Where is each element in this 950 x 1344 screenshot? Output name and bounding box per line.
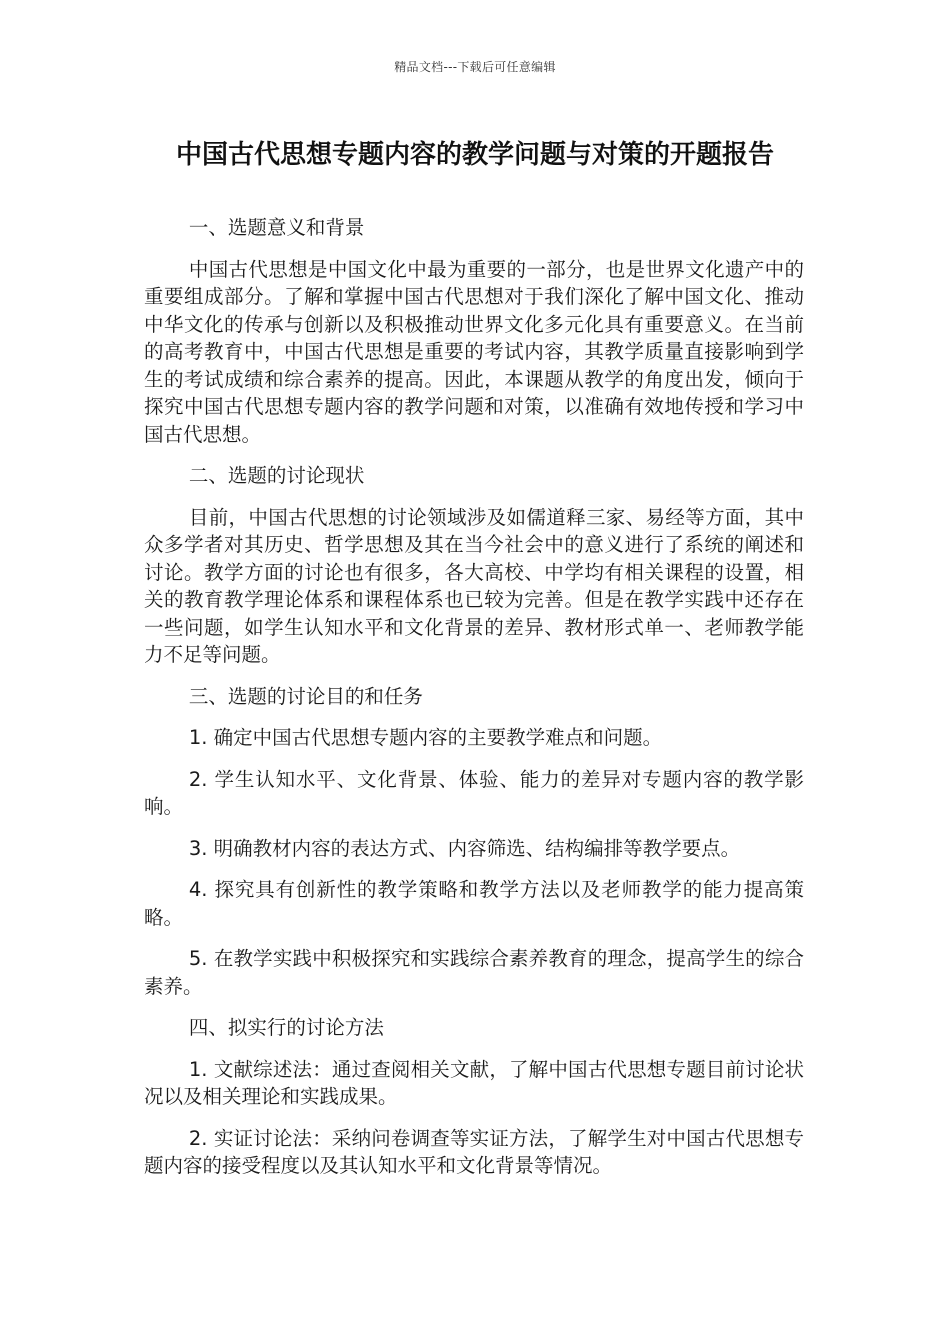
section-heading-goals: 三、选题的讨论目的和任务 — [188, 684, 423, 708]
goal-item-3: 3. 明确教材内容的表达方式、内容筛选、结构编排等教学要点。 — [188, 836, 741, 860]
method-item-2: 2. 实证讨论法：采纳问卷调查等实证方法，了解学生对中国古代思想专题内容的接受程度以及其认知水平和文化背景等情况。 — [144, 1126, 804, 1177]
goal-item-1: 1. 确定中国古代思想专题内容的主要教学难点和问题。 — [188, 726, 663, 749]
method-item-1: 1. 文献综述法：通过查阅相关文献，了解中国古代思想专题目前讨论状况以及相关理论和实践成果。 — [144, 1057, 804, 1108]
goal-item-5: 5. 在教学实践中积极探究和实践综合素养教育的理念，提高学生的综合素养。 — [144, 947, 804, 998]
goal-item-4: 4. 探究具有创新性的教学策略和教学方法以及老师教学的能力提高策略。 — [144, 878, 804, 929]
paragraph-significance: 中国古代思想是中国文化中最为重要的一部分，也是世界文化遗产中的重要组成部分。了解和掌握中国古代思想对于我们深化了解中国文化、推动中华文化的传承与创新以及积极推动世界文化多元化具有重要意义。在当前的高考教育中，中国古代思想是重要的考试内容，其教学质量直接影响到学生的考试成绩和综合素养的提高。因此，本课题从教学的角度出发，倾向于探究中国古代思想专题内容的教学问题和对策，以准确有效地传授和学习中国古代思想。 — [144, 257, 804, 446]
page-header: 精品文档---下载后可任意编辑 — [394, 60, 556, 74]
section-heading-status: 二、选题的讨论现状 — [188, 464, 365, 487]
paragraph-status: 目前，中国古代思想的讨论领域涉及如儒道释三家、易经等方面，其中众多学者对其历史、哲学思想及其在当今社会中的意义进行了系统的阐述和讨论。教学方面的讨论也有很多，各大高校、中学均有相关课程的设置，相关的教育教学理论体系和课程体系也已较为完善。但是在教学实践中还存在一些问题，如学生认知水平和文化背景的差异、教材形式单一、老师教学能力不足等问题。 — [144, 505, 804, 666]
goal-item-2: 2. 学生认知水平、文化背景、体验、能力的差异对专题内容的教学影响。 — [144, 767, 804, 818]
document-body — [144, 214, 804, 1194]
section-heading-significance: 一、选题意义和背景 — [188, 216, 365, 239]
section-heading-methods: 四、拟实行的讨论方法 — [188, 1016, 384, 1039]
document-title: 中国古代思想专题内容的教学问题与对策的开题报告 — [175, 140, 774, 170]
